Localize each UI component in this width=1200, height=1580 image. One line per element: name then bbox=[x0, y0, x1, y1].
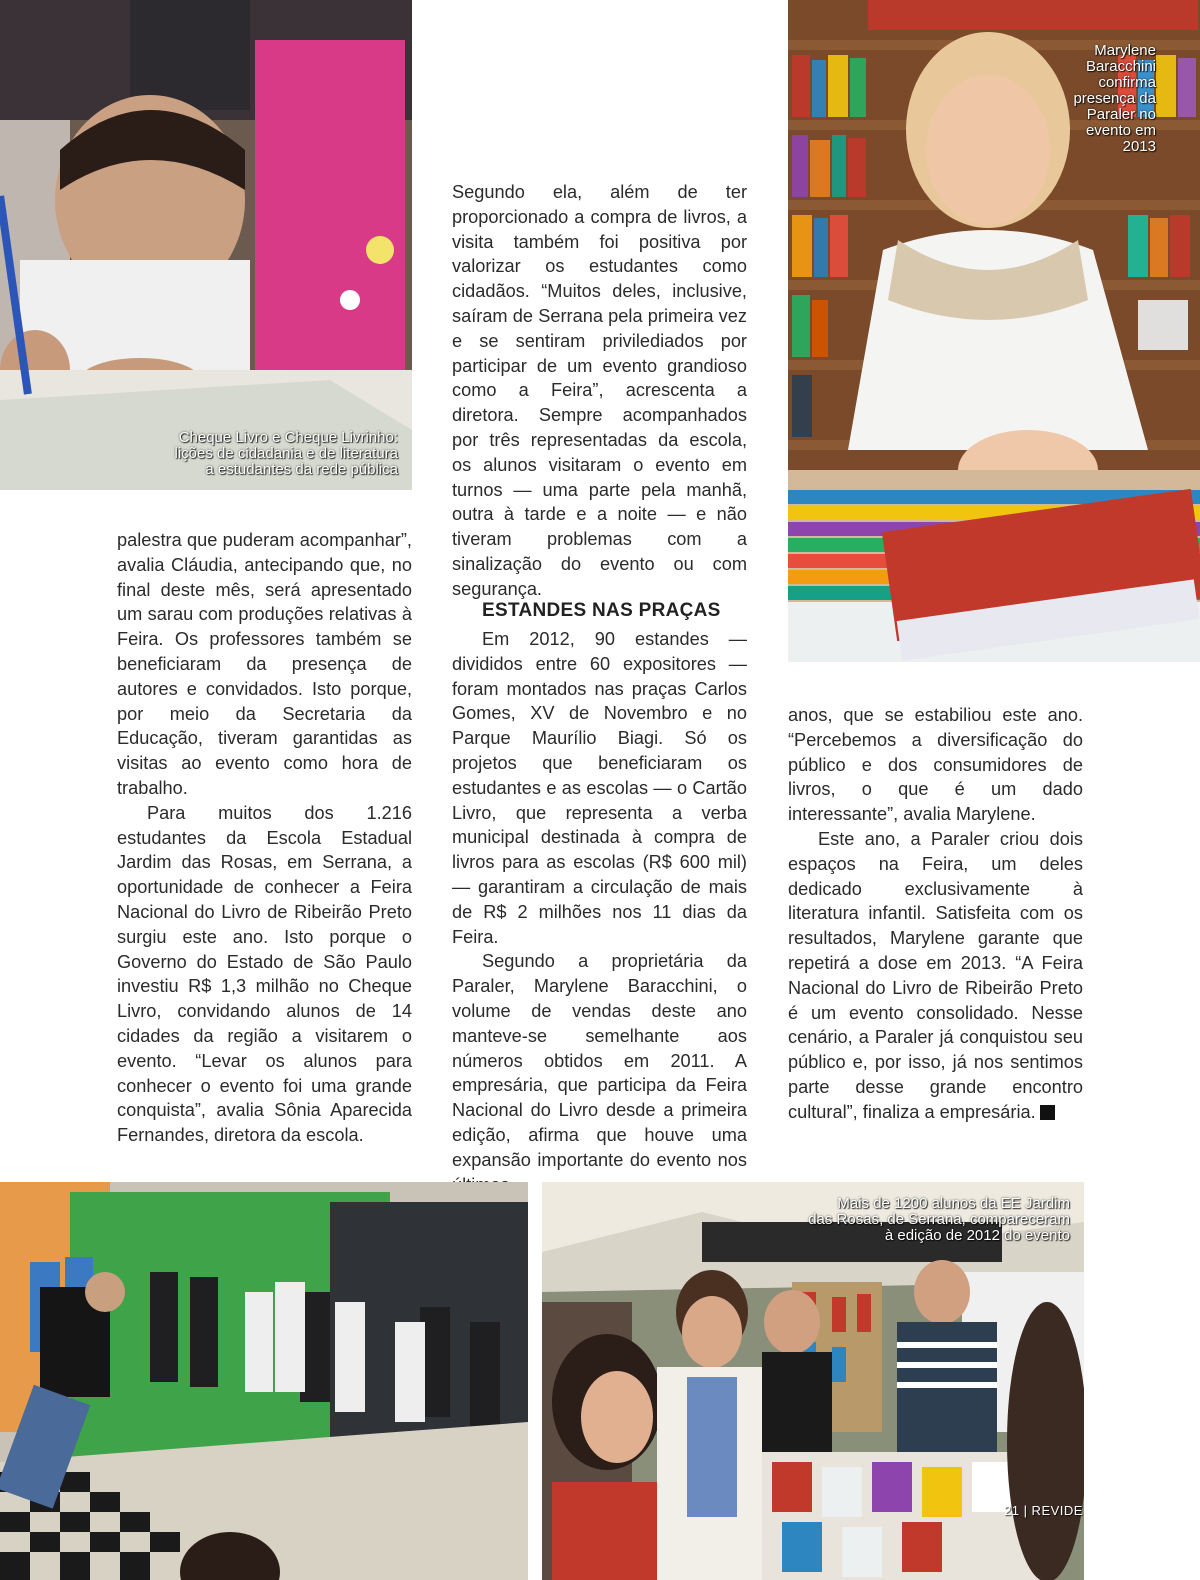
caption-line: evento em bbox=[1085, 122, 1156, 139]
photo-boy-writing-cheque bbox=[0, 0, 412, 490]
article-paragraph: Segundo ela, além de ter proporcionado a compra de livros, a visita também foi positiva por valorizar os estudantes como cidadãos. “Muitos deles, inclusive, saíram de Serrana pela primeira vez e se sentiram privilediados por participar de um evento grandioso como a Feira”, acrescenta a diretora. Sempre acompanhados por três representadas da escola, os alunos visitaram o evento em turnos — uma parte pela manhã, outra à tarde e a noite — e não tiveram problemas com a sinalização do evento ou com segurança. bbox=[452, 182, 747, 599]
caption-line: Cheque Livro e Cheque Livrinho: bbox=[178, 429, 398, 446]
end-mark-icon: r bbox=[1040, 1105, 1055, 1120]
article-paragraph-final bbox=[788, 827, 1083, 1125]
caption-line: presença da bbox=[1073, 90, 1156, 107]
article-paragraph: Para muitos dos 1.216 estudantes da Escola Estadual Jardim das Rosas, em Serrana, a oportunidade de conhecer a Feira Nacional do Livro de Ribeirão Preto surgiu este ano. Isto porque o Governo do Estado de São Paulo investiu R$ 1,3 milhão no Cheque Livro, convidando alunos de 14 cidades da região a visitarem o evento. “Levar os alunos para conhecer o evento foi uma grande conquista”, avalia Sônia Aparecida Fernandes, diretora da escola. bbox=[117, 802, 412, 1146]
article-column-middle-top bbox=[452, 180, 747, 602]
article-paragraph: palestra que puderam acompanhar”, avalia Cláudia, antecipando que, no final deste mês, será apresentado um sarau com produções relativas à Feira. Os professores também se beneficiaram da presença de autores e convidados. Isto porque, por meio da Secretaria da Educação, tiveram garantidas as visitas ao evento como hora de trabalho. bbox=[117, 530, 412, 798]
article-column-right bbox=[788, 703, 1083, 1125]
article-paragraph: Em 2012, 90 estandes — divididos entre 60 expositores — foram montados nas praças Carlos Gomes, XV de Novembro e no Parque Maurílio Biagi. Só os projetos que beneficiaram os estudantes e as escolas — o Cartão Livro, que representa a verba municipal destinada à compra de livros para as escolas (R$ 600 mil) — garantiram a circulação de mais de R$ 2 milhões nos 11 dias da Feira. bbox=[452, 629, 747, 947]
section-heading: ESTANDES NAS PRAÇAS bbox=[482, 600, 721, 621]
caption-line: lições de cidadania e de literatura bbox=[174, 445, 398, 462]
caption-line: 2013 bbox=[1122, 138, 1156, 155]
article-paragraph: anos, que se estabiliou este ano. “Percebemos a diversificação do público e dos consumidores de livros, o que é um dado interessante”, avalia Marylene. bbox=[788, 705, 1083, 825]
photo-students-dance bbox=[0, 1182, 528, 1580]
caption-line: Mais de 1200 alunos da EE Jardim bbox=[837, 1195, 1070, 1212]
caption-line: Marylene bbox=[1094, 42, 1156, 59]
caption-bottom-right bbox=[760, 1196, 1070, 1244]
caption-top-left bbox=[140, 430, 398, 478]
caption-line: confirma bbox=[1098, 74, 1156, 91]
caption-line: Paraler no bbox=[1086, 106, 1156, 123]
article-paragraph-text: Este ano, a Paraler criou dois espaços na Feira, um deles dedicado exclusivamente à literatura infantil. Satisfeita com os resultados, Marylene garante que repetirá a dose em 2013. “A Feira Nacional do Livro de Ribeirão Preto é um evento consolidado. Nesse cenário, a Paraler já conquistou seu público e, por isso, já nos sentimos parte desse grande encontro cultural”, finaliza a empresária. bbox=[788, 828, 1083, 1122]
page-folio: 21 | REVIDE bbox=[1004, 1503, 1083, 1518]
caption-line: à edição de 2012 do evento bbox=[884, 1227, 1070, 1244]
article-column-left bbox=[117, 528, 412, 1148]
caption-line: a estudantes da rede pública bbox=[205, 461, 398, 478]
caption-line: das Rosas, de Serrana, compareceram bbox=[808, 1211, 1070, 1228]
caption-line: Baracchini bbox=[1085, 58, 1156, 75]
article-column-middle bbox=[452, 627, 747, 1197]
article-paragraph: Segundo a proprietária da Paraler, Marylene Baracchini, o volume de vendas deste ano manteve-se semelhante aos números obtidos em 2011. A empresária, que participa da Feira Nacional do Livro desde a primeira edição, afirma que houve uma expansão importante do evento nos bbox=[452, 951, 747, 1170]
caption-top-right bbox=[1060, 43, 1156, 155]
